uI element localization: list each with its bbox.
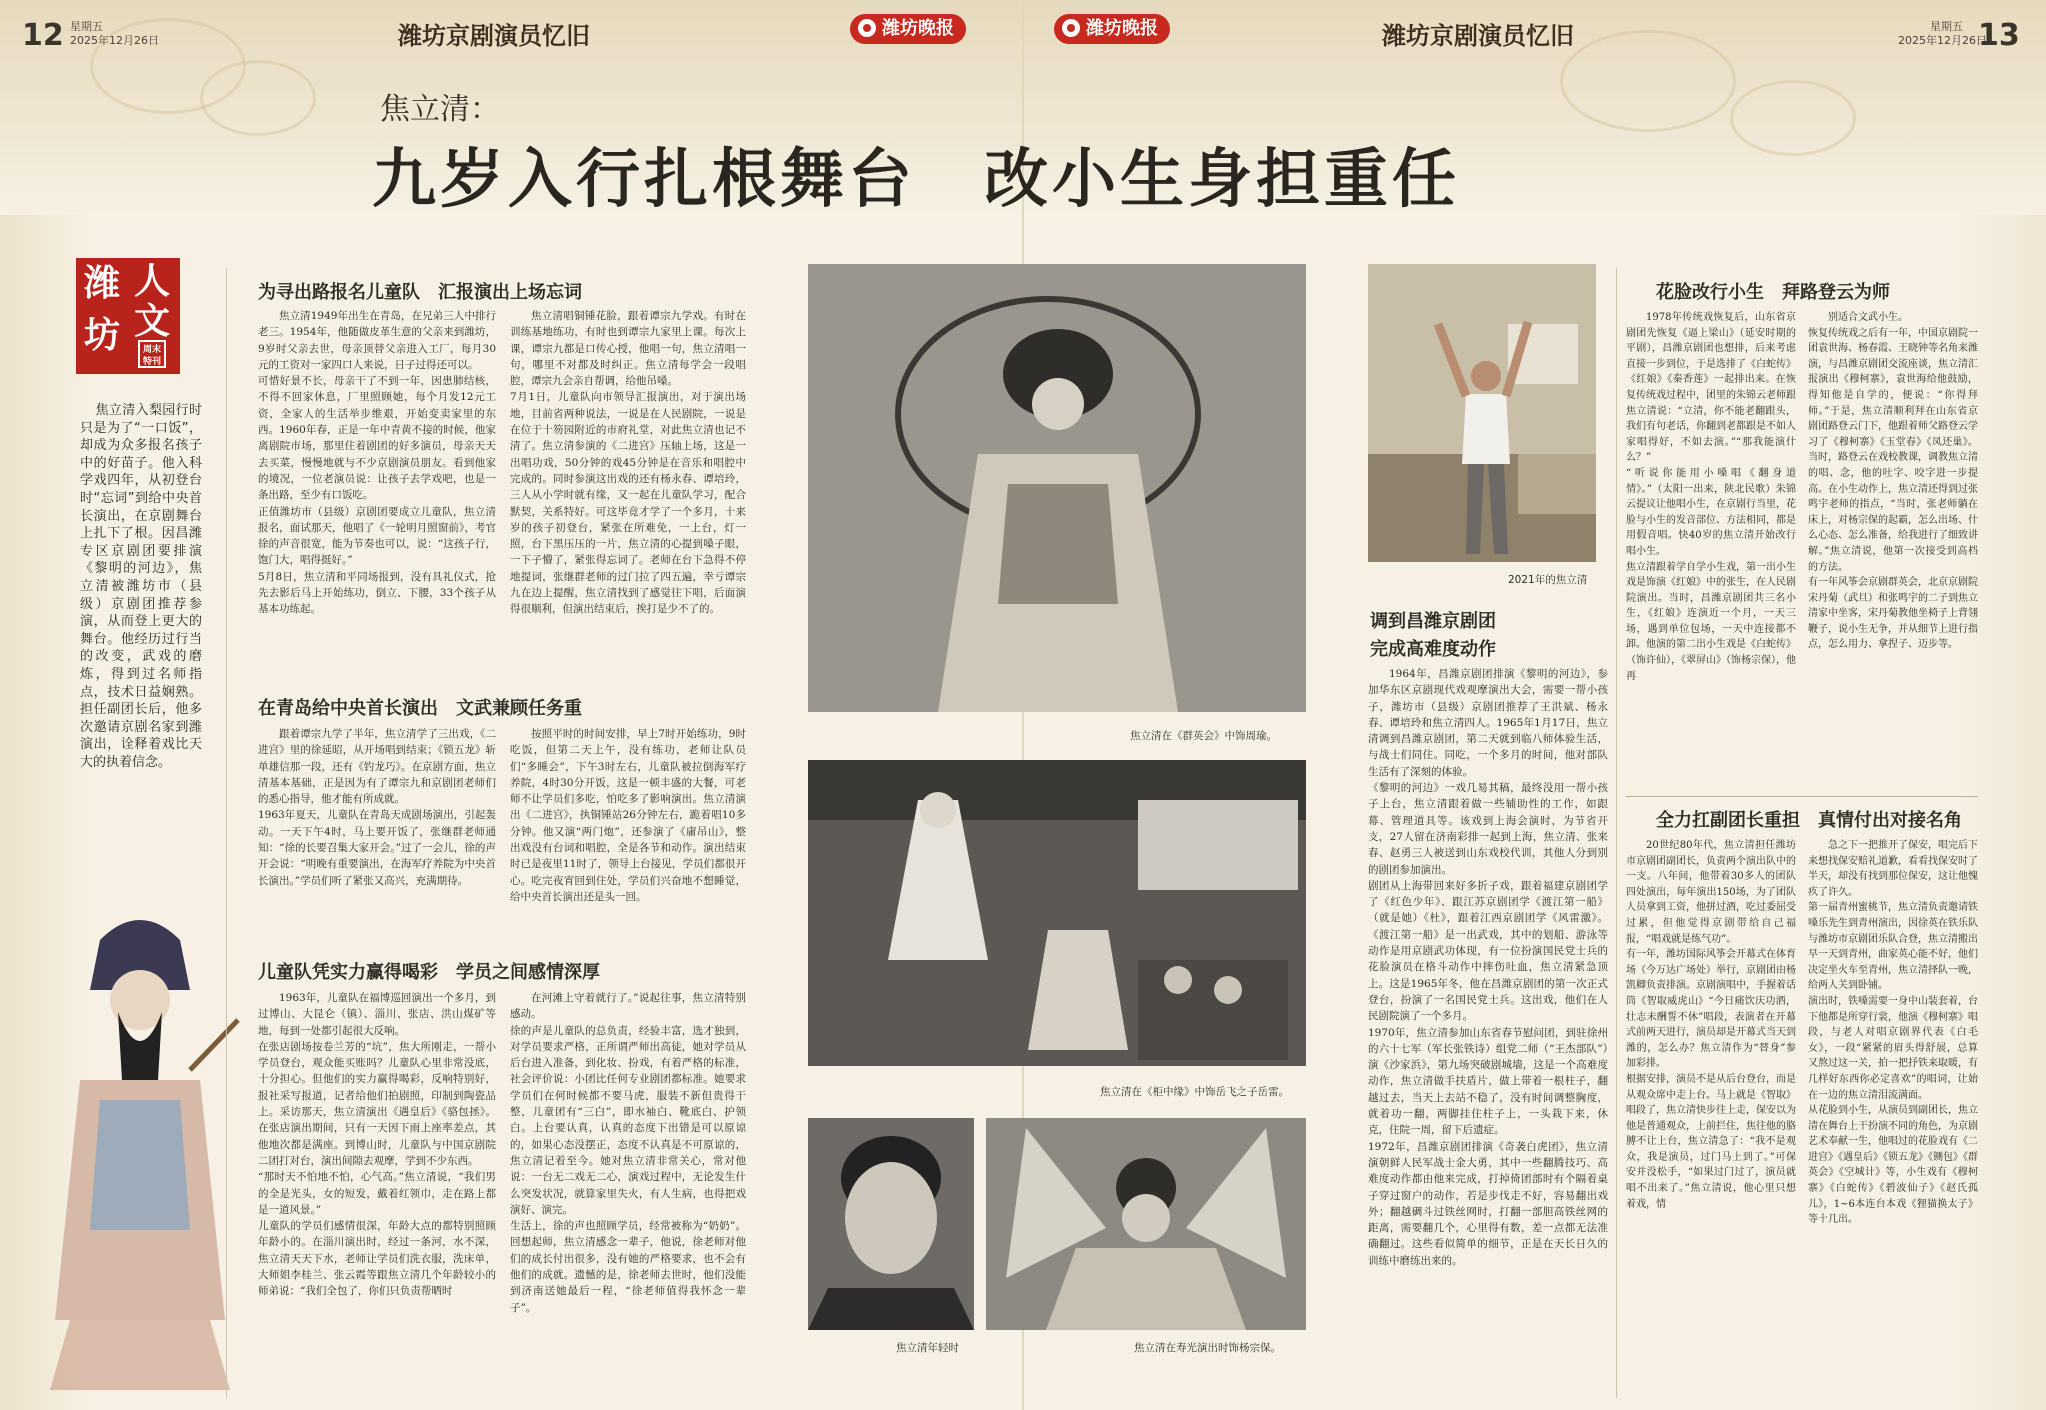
article-column: 20世纪80年代，焦立清担任潍坊市京剧团副团长，负责两个演出队中的一支。八年间，他带着30多人的团队四处演出，每年演出150场，为了团队人员拿到工资，他拼过酒，吃过委屈受过累，但他觉得京剧带给自己福报，“唱戏就是练气功”。 有一年，潍坊国际风筝会开幕式在体育场（今万达广场处）举行，京剧团由杨凯卿负责排演。京剧演唱中，手握着话筒《智取威虎山》“今日痛饮庆功酒，壮志未酬誓不休”唱段，表演者在开幕式前两天进行，演员却是开幕式当天到潍的，怎么办？焦立清作为“替身”参加彩排。 根据安排，演员不是从后台登台，而是从观众席中走上台。马上就是《智取》唱段了，焦立清快步往上走，保安以为他是普通观众，上前拦住，焦往他的胳膊不让上台，焦立清急了：“我不是观众，我是演员，过门马上到了。”可保安并没松手，“如果过门过了，演员就唱不出来了。”焦立清说，他心里只想着戏，情	[1626, 840, 1796, 1210]
section-heading: 全力扛副团长重担 真情付出对接名角	[1656, 810, 1962, 831]
weekday-left: 星期五	[70, 20, 103, 33]
section-divider	[1626, 796, 1978, 797]
article-column: 1978年传统戏恢复后，山东省京剧团先恢复《逼上梁山》（延安时期的平剧），昌潍京剧团也想排，后来考虑直接一步到位，于是选排了《白蛇传》《红娘》《秦香莲》一起排出来。在恢复传统戏过程中，团里的朱锦云老师跟焦立清说：“立清，你不能老翻跟头，我们有句老话，你翻到老都跟是不如人家唱得好，不如去演。”“那我能演什么？” “听说你能用小嗓唱《翻身道情》。”（太阳一出来，陕北民歌）朱锦云提议让他唱小生，在京剧行当里，花脸与小生的发音部位、方法相同，都是用假音唱。快40岁的焦立清开始改行唱小生。 焦立清跟着学自学小生戏，第一出小生戏是饰演《红娘》中的张生，在人民剧院演出。当时，昌潍京剧团共三名小生，《红娘》连演近一个月，一天三场，遇到单位包场，一天中连接都不卸。他演的第二出小生戏是《白蛇传》（饰许仙），《翠屏山》（饰杨宗保），他再	[1626, 312, 1796, 682]
article-column: 跟着谭宗九学了半年，焦立清学了三出戏，《二进宫》里的徐延昭，从开场唱到结束；《锁五龙》斩单雄信那一段，还有《钓龙巧》。在京剧方面，焦立清基本基础，正是因为有了谭宗九和京剧团老师们的悉心指导，他才能有所成就。 1963年夏天，儿童队在青岛天成剧场演出，引起轰动。一天下午4时，马上要开饭了，张继群老师通知：“徐的长要召集大家开会。”过了一会儿，徐的声开会说：“明晚有重要演出，在海军疗养院为中央首长演出。”学员们听了紧张又高兴，充满期待。	[258, 728, 496, 887]
section-heading: 花脸改行小生 拜路登云为师	[1656, 282, 1890, 303]
logo-icon	[858, 19, 876, 37]
section-title-right: 潍坊京剧演员忆旧	[1382, 22, 1574, 50]
article-column: 在河滩上守着就行了。”说起往事，焦立清特别感动。 徐的声是儿童队的总负责，经验丰富，选才独到，对学员要求严格，正所谓严师出高徒，她对学员从后台进入准备，到化妆、扮戏，有着严格的标准，社会评价说：小团比任何专业剧团都标准。她要求学员们在何时候都不要马虎，服装不新但贵得干整，儿童团有“三白”，即水袖白、靴底白、护领白。上台要认真，认真的态度下出错是可以原谅的，如果心态没摆正，态度不认真是不可原谅的，焦立清记着至今。她对焦立清非常关心，常对他说：一台无二戏无二心，演戏过程中，无论发生什么突发状况，就算家里失火，有人生病，也得把戏演好、演完。 生活上，徐的声也照顾学员，经常被称为“奶奶”。回想起师，焦立清感念一辈子，他说，徐老师对他们的成长付出很多，没有她的严格要求，也不会有他们的成就。遗憾的是，徐老师去世时，他们没能到济南送她最后一程，“徐老师值得我怀念一辈子”。	[510, 992, 746, 1314]
photo-yang-zongbao	[986, 1118, 1306, 1330]
date-right: 2025年12月26日	[1898, 34, 1987, 47]
photo-young-portrait	[808, 1118, 974, 1330]
photo-zhou-yu	[808, 264, 1306, 712]
section-heading: 为寻出路报名儿童队 汇报演出上场忘词	[258, 282, 582, 303]
photo-caption: 焦立清在《群英会》中饰周瑜。	[1130, 730, 1277, 742]
article-column: 别适合文武小生。 恢复传统戏之后有一年，中国京剧院一团袁世海、杨春霞、王晓钟等名角来潍演，与昌潍京剧团交流座谈，焦立清汇报演出《穆柯寨》，袁世海给他鼓励，得知他是自学的，便说：“你得拜师。”于是，焦立清顺利拜在山东省京剧团路登云门下，他跟着师父路登云学习了《穆柯寨》《玉堂春》《凤还巢》。当时，路登云在戏校教课，调教焦立清的唱、念，他的吐字、咬字进一步提高。在小生动作上，焦立清还得到过张鸣宇老师的指点，“当时，张老师躺在床上，对杨宗保的起霸，怎么出场、什么心态、怎么准备，给我进行了细致讲解。”焦立清说，他第一次接受到高档的方法。 有一年风筝会京剧群英会，北京京剧院宋丹菊（武旦）和张鸣宇的二子到焦立清家中坐客，宋丹菊教他坐椅子上背翎鞭子，说小生无争，并从细节上进行指点，怎么用力、拿捏子、迈步等。	[1808, 312, 1978, 651]
column-tag-seal: 周末特刊	[138, 340, 166, 368]
section-title-left: 潍坊京剧演员忆旧	[398, 22, 590, 50]
column-tag	[76, 258, 180, 374]
article-column: 1964年，昌潍京剧团排演《黎明的河边》，参加华东区京剧现代戏观摩演出大会，需要一帮小孩子，潍坊市（县级）京剧团推荐了王洪斌、杨永春、谭培玲和焦立清四人。1965年1月17日，焦立清调到昌潍京剧团，第二天就到临八师体验生活，与战士们同住。同吃，一个多月的时间，他对部队生活有了深刻的体验。 《黎明的河边》一戏几易其稿，最终没用一帮小孩子上台，焦立清跟着做一些辅助性的工作，如跟幕、管理道具等。该戏到上海会演时，为节省开支，27人留在济南彩排一起到上海，焦立清、张来春、赵勇三人被送到山东戏校代训，其他人分到别的剧团参加演出。 剧团从上海带回来好多折子戏，跟着福建京剧团学了《红色少年》、跟江苏京剧团学《渡江第一船》（就是她）《杜》，跟着江西京剧团学《风雷激》。《渡江第一船》是一出武戏，其中的划船、游泳等动作是用京剧武功体现，有一位扮演国民党士兵的花脸演员在格斗动作中摔伤吐血，焦立清紧急顶上。这是1965年冬，他在昌潍京剧团的第一次正式登台，扮演了一名国民党士兵。这出戏，他们在人民剧院演了一个多月。 1970年，焦立清参加山东省春节慰问团，到驻徐州的六十七军（军长张铁诗）组党二师（“王杰部队”）演《沙家浜》，第九场突破剧城墙，这是一个高难度动作，焦立清做手扶盾片，做上带着一根柱子，翻越过去，当天上去站不稳了，没有时间调整胸度，就着功一翻，两脚挂住柱子上，一头栽下来，休克，住院一周，留下后遗症。 1972年，昌潍京剧团排演《奇袭白虎团》，焦立清演朝鲜人民军战士金大勇，其中一些翻腾技巧、高难度动作都由他来完成，打掉倚团部时有个隔着桌子穿过窗户的动作，若是步伐走不好，容易翻出戏外；翻越碉斗过铁丝网时，打翻一部胆高铁丝网的距离，需要翻几个，心里得有数，差一点都无法准确翻过。这些看似简单的细节，正是在天长日久的训练中磨练出来的。	[1368, 668, 1608, 1267]
page-number-left: 12	[22, 18, 64, 53]
cloud-ornament	[1730, 80, 1856, 156]
column-tag-char: 文	[134, 301, 171, 342]
column-tag-char: 坊	[84, 315, 121, 356]
photo-caption: 焦立清在《柜中缘》中饰岳飞之子岳雷。	[1100, 1086, 1289, 1098]
article-intro: 焦立清入梨园行时只是为了“一口饭”，却成为众多报名孩子中的好苗子。他入科学戏四年，从初登台时“忘词”到给中央首长演出，在京剧舞台上扎下了根。因昌潍专区京剧团要排演《黎明的河边》，焦立清被潍坊市（县级）京剧团推荐参演，从而登上更大的舞台。他经历过行当的改变，武戏的磨炼，得到过名师指点，技术日益娴熟。担任副团长后，他多次邀请京剧名家到潍演出，诠释着戏比天大的执着信念。	[80, 403, 202, 770]
section-heading-line: 调到昌潍京剧团	[1370, 611, 1496, 632]
section-heading: 儿童队凭实力赢得喝彩 学员之间感情深厚	[258, 962, 600, 983]
cloud-ornament	[1560, 30, 1736, 132]
headline-title: 九岁入行扎根舞台 改小生身担重任	[372, 143, 1460, 217]
section-heading	[1370, 608, 1496, 664]
logo-icon	[1062, 19, 1080, 37]
weekday-right: 星期五	[1930, 20, 1963, 33]
photo-2021-portrait	[1368, 264, 1596, 562]
article-column: 按照平时的时间安排，早上7时开始练功，9时吃饭，但第二天上午，没有练功，老师让队员们“多睡会”，下午3时左右，儿童队被拉倒海军疗养院，4时30分开饭，这是一顿丰盛的大餐，可老师不让学员们多吃，怕吃多了影响演出。焦立清演出《二进宫》，执铜锤站26分钟左右，跪着唱10多分钟。他又演“两门炮”，还参演了《庸吊山》，整出戏没有台词和唱腔，全是各节和动作。演出结束时已是夜里11时了，领导上台接见，学员们都很开心。吃完夜宵回到住处，学员们兴奋地不想睡觉，给中央首长演出还是头一回。	[510, 728, 746, 903]
article-column: 焦立清唱铜锤花脸，跟着谭宗九学戏。有时在训练基地练功，有时也到谭宗九家里上课。每次上课，谭宗九都是口传心授，他唱一句，焦立清唱一句，哪里不对都及时纠正。焦立清每学会一段唱腔，谭宗九会亲自帮调，给他吊嗓。 7月1日，儿童队向市领导汇报演出，对于演出场地，目前省两种说法，一说是在人民剧院，一说是在位于十笏园附近的市府礼堂，对此焦立清也记不清了。焦立清参演的《二进宫》压轴上场，这是一出唱功戏，50分钟的戏45分钟是在音乐和唱腔中完成的。同时参演这出戏的还有杨永春、谭培玲，三人从小学时就有缘，又一起在儿童队学习，配合默契，关系特好。可这毕竟才学了一个多月，十来岁的孩子初登台，紧张在所难免，一上台，灯一照，台下黑压压的一片，焦立清的心提到嗓子眼，一下子懵了，紧张得忘词了。老师在台下急得不停地提词，张继群老师的过门拉了四五遍，幸亏谭宗九在边上提醒，焦立清找到了感觉往下唱，后面演得很顺利，但演出结束后，挨打是少不了的。	[510, 310, 746, 616]
section-heading-line: 完成高难度动作	[1370, 639, 1496, 660]
column-tag-char: 人	[134, 261, 171, 302]
article-column: 急之下一把推开了保安，唱完后下来想找保安赔礼道歉，看看找保安时了半天，却没有找到那位保安，这让他愧疚了许久。 第一届青州蜜桃节，焦立清负责邀请铁嗓乐先生到青州演出，因徐英在铁乐队与潍坊市京剧团乐队合登，焦立清搬出早一天到青州，曲家英心能不好，他们决定坐火车至青州，焦立清择队一晚，给两人关到卧铺。 演出时，铁嗓需要一身中山装套着，台下他都是所穿行裳，他演《穆柯寨》唱段，与老人对唱京剧界代表《白毛女》，一段“紧紧的眉头得舒展，总算又熬过这一关，拍一把抒铁来取暖，有几样好东西你必定喜欢”的唱词，让始在一边的焦立清泪流满面。 从花脸到小生，从演员到副团长，焦立清在舞台上干扮演不同的角色，为京剧艺术奉献一生，他唱过的花脸戏有《二进宫》《遇皇后》《锁五龙》《铡包》《群英会》《空城计》等，小生戏有《穆柯寨》《白蛇传》《碧波仙子》《赵氏孤儿》，1~6本连台本戏《狸猫换太子》等十几出。	[1808, 840, 1978, 1226]
brand-logo-right: 潍坊晚报	[1054, 14, 1170, 44]
section-heading: 在青岛给中央首长演出 文武兼顾任务重	[258, 698, 582, 719]
opera-figure-illustration	[40, 900, 240, 1400]
photo-caption: 焦立清在寿光演出时饰杨宗保。	[1134, 1342, 1281, 1354]
page-number-right: 13	[1978, 18, 2020, 53]
cloud-ornament	[200, 60, 316, 136]
date-left: 2025年12月26日	[70, 34, 159, 47]
photo-caption: 焦立清年轻时	[896, 1342, 959, 1354]
column-tag-char: 潍	[84, 263, 121, 304]
brand-logo-left: 潍坊晚报	[850, 14, 966, 44]
column-divider	[1616, 268, 1617, 1398]
column-divider	[226, 268, 227, 1398]
headline-kicker: 焦立清：	[380, 92, 500, 127]
article-column: 1963年，儿童队在福博巡回演出一个多月，到过博山、大昆仑（镇）、淄川、张店、洪山煤矿等地，每到一处都引起很大反响。 在张店剧场按卷兰芳的“坑”，焦大所刚走，一帮小学员登台，观众能买账吗？儿童队心里非常没底，十分担心。但他们的实力赢得喝彩，反响特别好，报社采写报道，记者给他们拍剧照，印制到陶瓷品上。采访那天，焦立清演出《遇皇后》《骆包拯》。在张店演出期间，只有一天因下雨上座率差点，其他地次都是满座。到博山时，儿童队与中国京剧院二团打对台，演出间隙去观摩，学到不少东西。 “那时天不怕地不怕，心气高。”焦立清说，“我们男的全是光头，女的短发，戴着红领巾，走在路上都是一道风景。” 儿童队的学员们感情很深，年龄大点的都特别照顾年龄小的。在淄川演出时，经过一条河，水不深，焦立清天天下水，老师让学员们洗衣服，洗床单，大师姐李桂兰、张云霞等跟焦立清几个年龄较小的师弟说：“我们全包了，你们只负责帮晒时	[258, 992, 496, 1298]
article-column: 焦立清1949年出生在青岛，在兄弟三人中排行老三。1954年，他随做皮革生意的父亲来到潍坊，9岁时父亲去世，母亲顶替父亲进入工厂，每月30元的工资对一家四口人来说，日子过得还可以。 可惜好景不长，母亲干了不到一年，因患肺结核，不得不回家休息，厂里照顾她，每个月发12元工资，全家人的生活举步维艰，开始变卖家里的东西。1960年春，正是一年中青黄不接的时候，他家离剧院市场，那里住着剧团的好多演员，母亲天天去买菜，慢慢地就与不少京剧演员朋友。看到他家的境况，一位老演员说：让孩子去学戏吧，也是一条出路，至少有口饭吃。 正值潍坊市（县级）京剧团要成立儿童队，焦立清报名，面试那天，他唱了《一轮明月照窗前》，考官徐的声音很宽，能为节奏也可以，说：“这孩子行，饱门大，唱得挺好。” 5月8日，焦立清和平同场报到，没有具礼仪式，抢先去影后马上开始练功，倒立、下腰，33个孩子从基本功练起。	[258, 310, 496, 616]
photo-caption: 2021年的焦立清	[1508, 574, 1588, 586]
photo-yue-lei	[808, 760, 1306, 1066]
